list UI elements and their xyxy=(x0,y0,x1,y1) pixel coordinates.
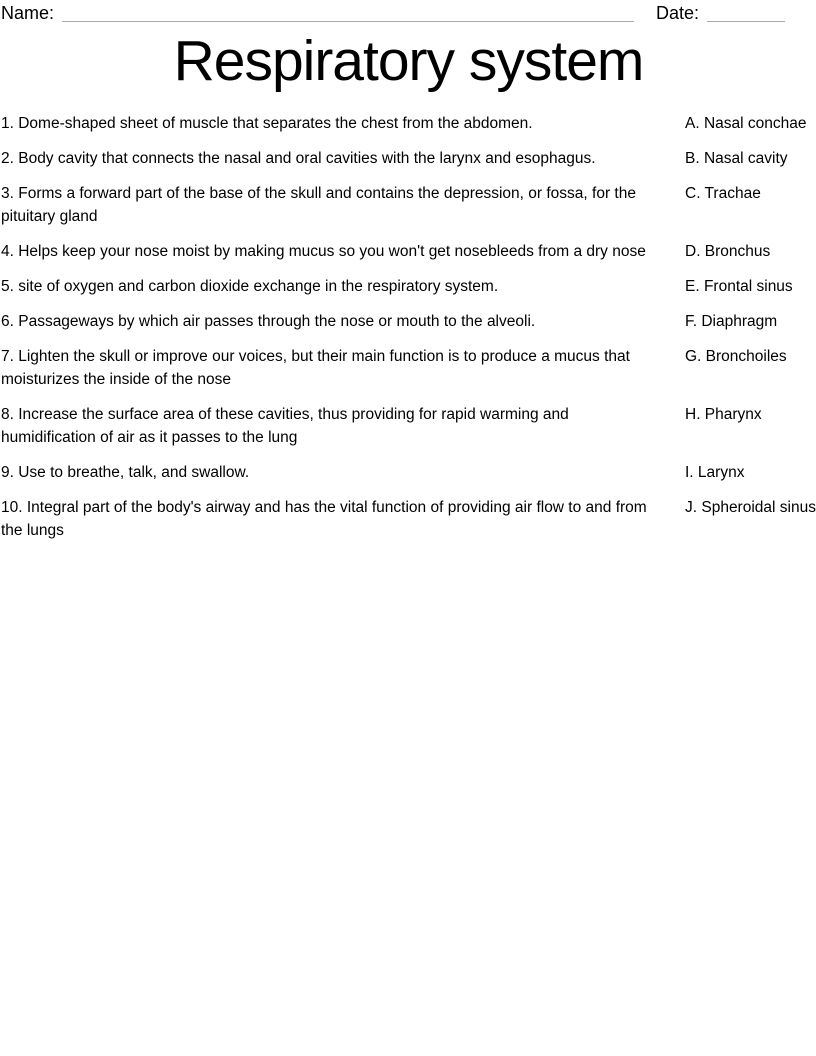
question-10: 10. Integral part of the body's airway and has the vital function of providing air flow to and from the lungs xyxy=(1,499,647,539)
answer-h: H. Pharynx xyxy=(685,406,762,423)
worksheet-row xyxy=(1,240,816,263)
worksheet-row xyxy=(1,403,816,449)
answer-d: D. Bronchus xyxy=(685,243,771,260)
question-8: 8. Increase the surface area of these cavities, thus providing for rapid warming and humidification of air as it passes to the lung xyxy=(1,406,569,446)
question-4: 4. Helps keep your nose moist by making mucus so you won't get nosebleeds from a dry nose xyxy=(1,243,646,260)
question-1: 1. Dome-shaped sheet of muscle that separates the chest from the abdomen. xyxy=(1,115,533,132)
question-6: 6. Passageways by which air passes through the nose or mouth to the alveoli. xyxy=(1,313,536,330)
worksheet-row xyxy=(1,310,816,333)
question-3: 3. Forms a forward part of the base of the skull and contains the depression, or fossa, for the pituitary gland xyxy=(1,185,636,225)
header-row xyxy=(1,2,816,23)
worksheet-row xyxy=(1,275,816,298)
answer-i: I. Larynx xyxy=(685,464,745,481)
answer-c: C. Trachae xyxy=(685,185,761,202)
worksheet-row xyxy=(1,147,816,170)
answer-j: J. Spheroidal sinus xyxy=(685,499,816,516)
question-7: 7. Lighten the skull or improve our voices, but their main function is to produce a mucus that moisturizes the inside of the nose xyxy=(1,348,630,388)
worksheet-row xyxy=(1,496,816,542)
worksheet-row xyxy=(1,461,816,484)
answer-a: A. Nasal conchae xyxy=(685,115,807,132)
question-5: 5. site of oxygen and carbon dioxide exchange in the respiratory system. xyxy=(1,278,499,295)
answer-f: F. Diaphragm xyxy=(685,313,778,330)
worksheet-row xyxy=(1,182,816,228)
matching-exercise xyxy=(1,112,816,542)
name-label: Name: xyxy=(1,3,55,23)
answer-g: G. Bronchoiles xyxy=(685,348,787,365)
question-2: 2. Body cavity that connects the nasal and oral cavities with the larynx and esophagus. xyxy=(1,150,596,167)
worksheet-row xyxy=(1,112,816,135)
worksheet-row xyxy=(1,345,816,391)
date-label: Date: xyxy=(655,3,699,23)
question-9: 9. Use to breathe, talk, and swallow. xyxy=(1,464,250,481)
date-blank-line[interactable] xyxy=(707,4,785,22)
answer-e: E. Frontal sinus xyxy=(685,278,793,295)
answer-b: B. Nasal cavity xyxy=(685,150,788,167)
page-title: Respiratory system xyxy=(173,29,644,93)
name-blank-line[interactable] xyxy=(62,4,634,22)
